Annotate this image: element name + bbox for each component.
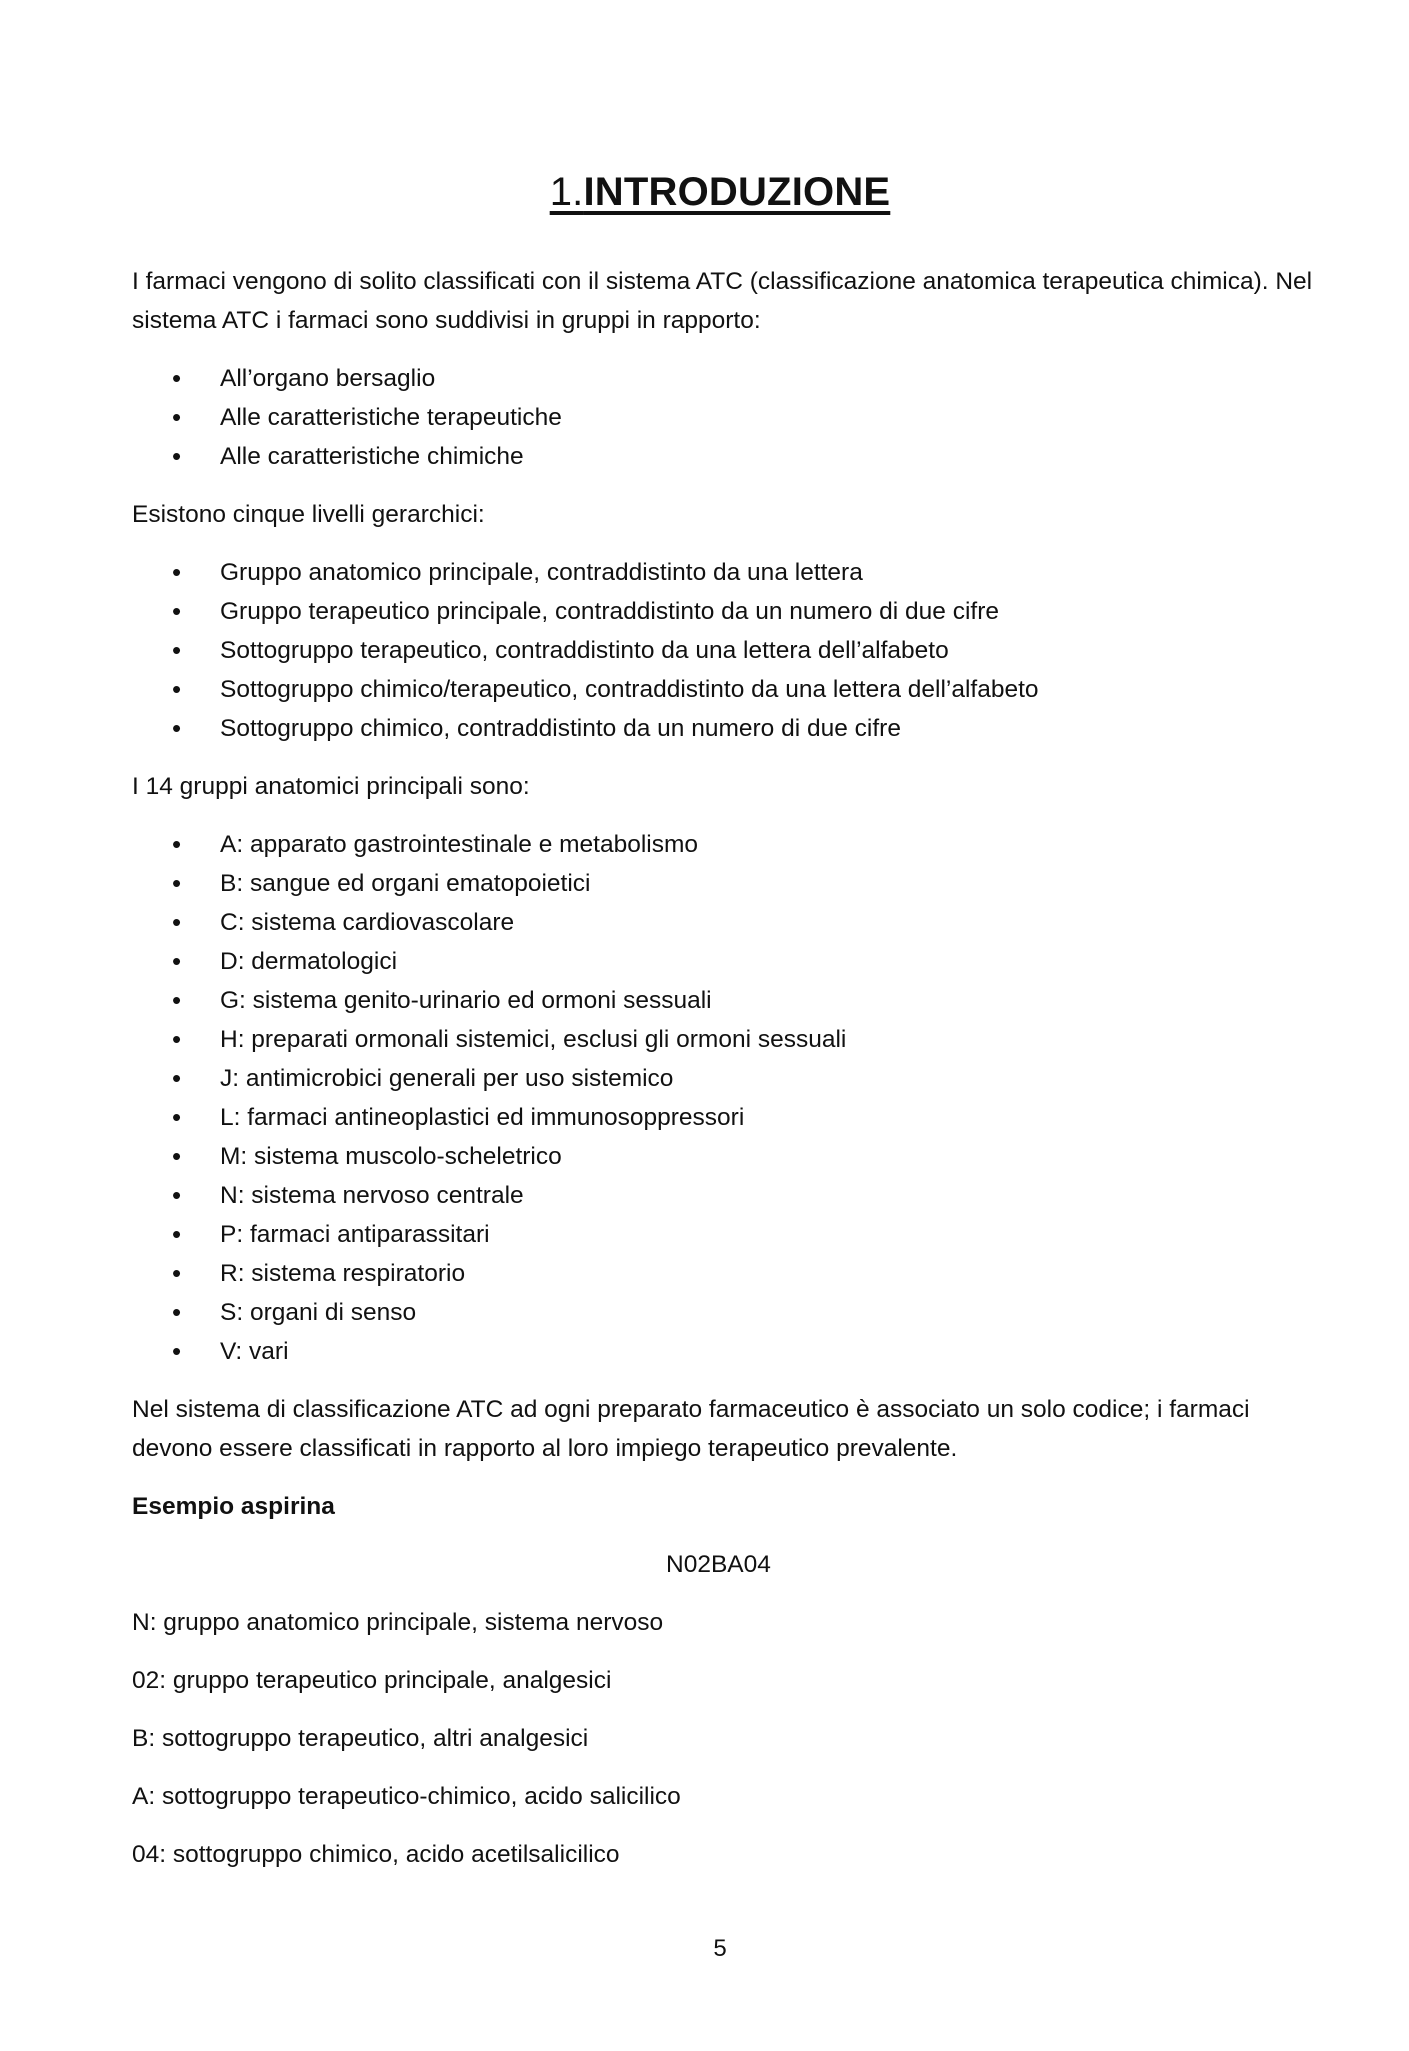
list-item: • Alle caratteristiche chimiche — [132, 437, 1322, 476]
levels-list — [132, 553, 1322, 748]
list-item: • Gruppo terapeutico principale, contraddistinto da un numero di due cifre — [132, 592, 1322, 631]
title-number: 1. — [549, 170, 584, 214]
list-item: • Gruppo anatomico principale, contraddistinto da una lettera — [132, 553, 1322, 592]
list-item: • R: sistema respiratorio — [132, 1254, 1322, 1293]
list-item: • H: preparati ormonali sistemici, esclusi gli ormoni sessuali — [132, 1020, 1322, 1059]
list-item: • G: sistema genito-urinario ed ormoni sessuali — [132, 981, 1322, 1020]
list-item: • Alle caratteristiche terapeutiche — [132, 398, 1322, 437]
page-number: 5 — [713, 1935, 727, 1962]
list-item: • All’organo bersaglio — [132, 359, 1322, 398]
title-text: INTRODUZIONE — [583, 170, 891, 214]
list-item: • A: apparato gastrointestinale e metabolismo — [132, 825, 1322, 864]
list-item: • Sottogruppo chimico, contraddistinto da un numero di due cifre — [132, 709, 1322, 748]
list-item: • L: farmaci antineoplastici ed immunosoppressori — [132, 1098, 1322, 1137]
example-line: B: sottogruppo terapeutico, altri analgesici — [132, 1725, 589, 1752]
example-line: N: gruppo anatomico principale, sistema nervoso — [132, 1609, 664, 1636]
example-code: N02BA04 — [666, 1551, 771, 1578]
list-item: • P: farmaci antiparassitari — [132, 1215, 1322, 1254]
example-line: 04: sottogruppo chimico, acido acetilsalicilico — [132, 1841, 620, 1868]
list-item: • V: vari — [132, 1332, 1322, 1371]
list-item: • S: organi di senso — [132, 1293, 1322, 1332]
example-line: A: sottogruppo terapeutico-chimico, acido salicilico — [132, 1783, 681, 1810]
list-item: • B: sangue ed organi ematopoietici — [132, 864, 1322, 903]
page-title — [0, 170, 1409, 215]
list-item: • N: sistema nervoso centrale — [132, 1176, 1322, 1215]
list-item: • J: antimicrobici generali per uso sistemico — [132, 1059, 1322, 1098]
example-heading: Esempio aspirina — [132, 1493, 335, 1520]
groups-heading: I 14 gruppi anatomici principali sono: — [132, 773, 530, 800]
rapporto-list — [132, 359, 1322, 476]
list-item: • Sottogruppo chimico/terapeutico, contraddistinto da una lettera dell’alfabeto — [132, 670, 1322, 709]
list-item: • C: sistema cardiovascolare — [132, 903, 1322, 942]
list-item: • D: dermatologici — [132, 942, 1322, 981]
example-line: 02: gruppo terapeutico principale, analgesici — [132, 1667, 612, 1694]
levels-heading: Esistono cinque livelli gerarchici: — [132, 501, 485, 528]
page-content — [132, 262, 1322, 1893]
list-item: • M: sistema muscolo-scheletrico — [132, 1137, 1322, 1176]
list-item: • Sottogruppo terapeutico, contraddistinto da una lettera dell’alfabeto — [132, 631, 1322, 670]
classification-paragraph: Nel sistema di classificazione ATC ad ogni preparato farmaceutico è associato un solo codice; i farmaci devono essere classificati in rapporto al loro impiego terapeutico prevalente. — [132, 1396, 1250, 1462]
groups-list — [132, 825, 1322, 1371]
intro-paragraph: I farmaci vengono di solito classificati con il sistema ATC (classificazione anatomica terapeutica chimica). Nel sistema ATC i farmaci sono suddivisi in gruppi in rapporto: — [132, 268, 1313, 334]
